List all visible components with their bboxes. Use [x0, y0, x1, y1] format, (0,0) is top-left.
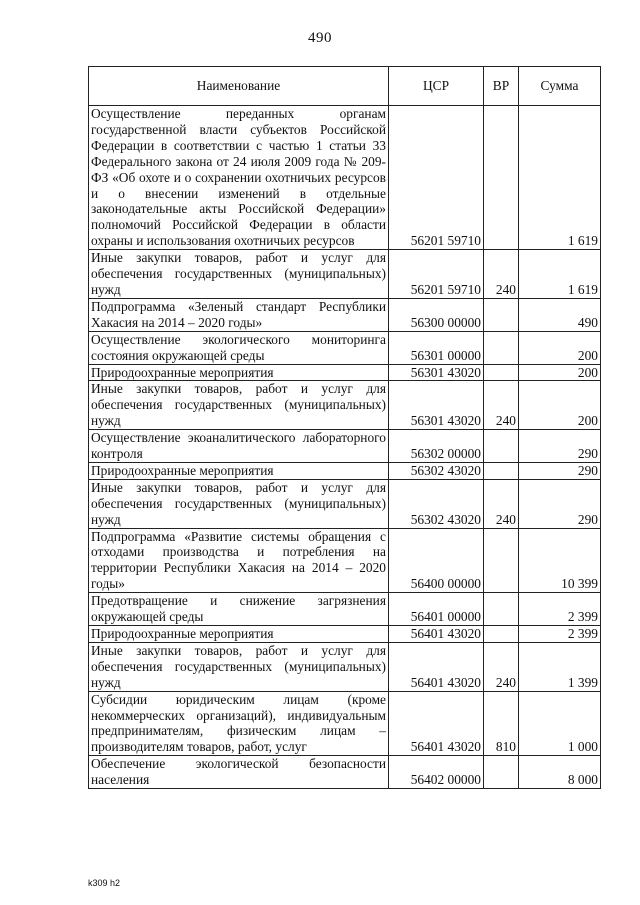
table-row	[89, 462, 601, 479]
row-name: Иные закупки товаров, работ и услуг для обеспечения государственных (муниципальных) нужд	[89, 479, 389, 528]
row-name: Предотвращение и снижение загрязнения окружающей среды	[89, 593, 389, 626]
row-vr	[484, 106, 519, 250]
budget-table	[88, 66, 601, 789]
row-sum: 1 399	[519, 642, 601, 691]
table-header-row	[89, 67, 601, 106]
table-row	[89, 250, 601, 299]
row-sum: 8 000	[519, 756, 601, 789]
row-name: Иные закупки товаров, работ и услуг для обеспечения государственных (муниципальных) нужд	[89, 642, 389, 691]
row-sum: 200	[519, 381, 601, 430]
row-vr	[484, 626, 519, 643]
row-vr: 240	[484, 642, 519, 691]
row-name: Иные закупки товаров, работ и услуг для обеспечения государственных (муниципальных) нужд	[89, 250, 389, 299]
row-vr: 240	[484, 381, 519, 430]
row-csr: 56301 43020	[389, 381, 484, 430]
row-sum: 490	[519, 298, 601, 331]
row-vr	[484, 298, 519, 331]
header-name: Наименование	[89, 67, 389, 106]
row-name: Природоохранные мероприятия	[89, 462, 389, 479]
row-sum: 1 619	[519, 250, 601, 299]
row-name: Осуществление экологического мониторинга состояния окружающей среды	[89, 331, 389, 364]
row-csr: 56300 00000	[389, 298, 484, 331]
table-row	[89, 691, 601, 756]
page-number: 490	[308, 30, 332, 46]
row-vr	[484, 462, 519, 479]
row-name: Подпрограмма «Зеленый стандарт Республики Хакасия на 2014 – 2020 годы»	[89, 298, 389, 331]
row-vr: 240	[484, 479, 519, 528]
row-name: Обеспечение экологической безопасности населения	[89, 756, 389, 789]
row-csr: 56201 59710	[389, 106, 484, 250]
row-name: Осуществление переданных органам государственной власти субъектов Российской Федерации в соответствии с частью 1 статьи 33 Федерального закона от 24 июля 2009 года № 209-ФЗ «Об охоте и о сохранении охотничьих ресурсов и о внесении изменений в отдельные законодательные акты Российской Федерации» полномочий Российской Федерации в области охраны и использования охотничьих ресурсов	[89, 106, 389, 250]
row-sum: 200	[519, 331, 601, 364]
table-row	[89, 642, 601, 691]
table-row	[89, 331, 601, 364]
row-csr: 56301 43020	[389, 364, 484, 381]
row-sum: 290	[519, 430, 601, 463]
row-sum: 2 399	[519, 593, 601, 626]
row-name: Иные закупки товаров, работ и услуг для обеспечения государственных (муниципальных) нужд	[89, 381, 389, 430]
row-vr	[484, 528, 519, 593]
row-sum: 200	[519, 364, 601, 381]
row-vr	[484, 756, 519, 789]
table-row	[89, 528, 601, 593]
table-row	[89, 756, 601, 789]
row-csr: 56400 00000	[389, 528, 484, 593]
header-vr: ВР	[484, 67, 519, 106]
table-row	[89, 106, 601, 250]
row-vr: 810	[484, 691, 519, 756]
row-csr: 56302 00000	[389, 430, 484, 463]
row-csr: 56302 43020	[389, 462, 484, 479]
row-vr	[484, 364, 519, 381]
row-name: Субсидии юридическим лицам (кроме некоммерческих организаций), индивидуальным предпринимателям, физическим лицам – производителям товаров, работ, услуг	[89, 691, 389, 756]
row-vr	[484, 430, 519, 463]
table-row	[89, 381, 601, 430]
table-row	[89, 479, 601, 528]
row-csr: 56201 59710	[389, 250, 484, 299]
row-csr: 56401 43020	[389, 626, 484, 643]
row-csr: 56302 43020	[389, 479, 484, 528]
row-sum: 1 000	[519, 691, 601, 756]
row-name: Природоохранные мероприятия	[89, 364, 389, 381]
row-sum: 290	[519, 462, 601, 479]
table-row	[89, 593, 601, 626]
row-vr: 240	[484, 250, 519, 299]
table-row	[89, 430, 601, 463]
row-name: Подпрограмма «Развитие системы обращения с отходами производства и потребления на территории Республики Хакасия на 2014 – 2020 годы»	[89, 528, 389, 593]
row-sum: 2 399	[519, 626, 601, 643]
row-name: Природоохранные мероприятия	[89, 626, 389, 643]
row-sum: 10 399	[519, 528, 601, 593]
table-row	[89, 298, 601, 331]
row-sum: 290	[519, 479, 601, 528]
row-csr: 56301 00000	[389, 331, 484, 364]
row-vr	[484, 331, 519, 364]
table-row	[89, 626, 601, 643]
row-csr: 56401 43020	[389, 642, 484, 691]
row-sum: 1 619	[519, 106, 601, 250]
footer-code: k309 h2	[88, 878, 121, 888]
row-csr: 56401 00000	[389, 593, 484, 626]
table-row	[89, 364, 601, 381]
row-csr: 56402 00000	[389, 756, 484, 789]
row-name: Осуществление экоаналитического лабораторного контроля	[89, 430, 389, 463]
header-csr: ЦСР	[389, 67, 484, 106]
row-csr: 56401 43020	[389, 691, 484, 756]
row-vr	[484, 593, 519, 626]
header-sum: Сумма	[519, 67, 601, 106]
